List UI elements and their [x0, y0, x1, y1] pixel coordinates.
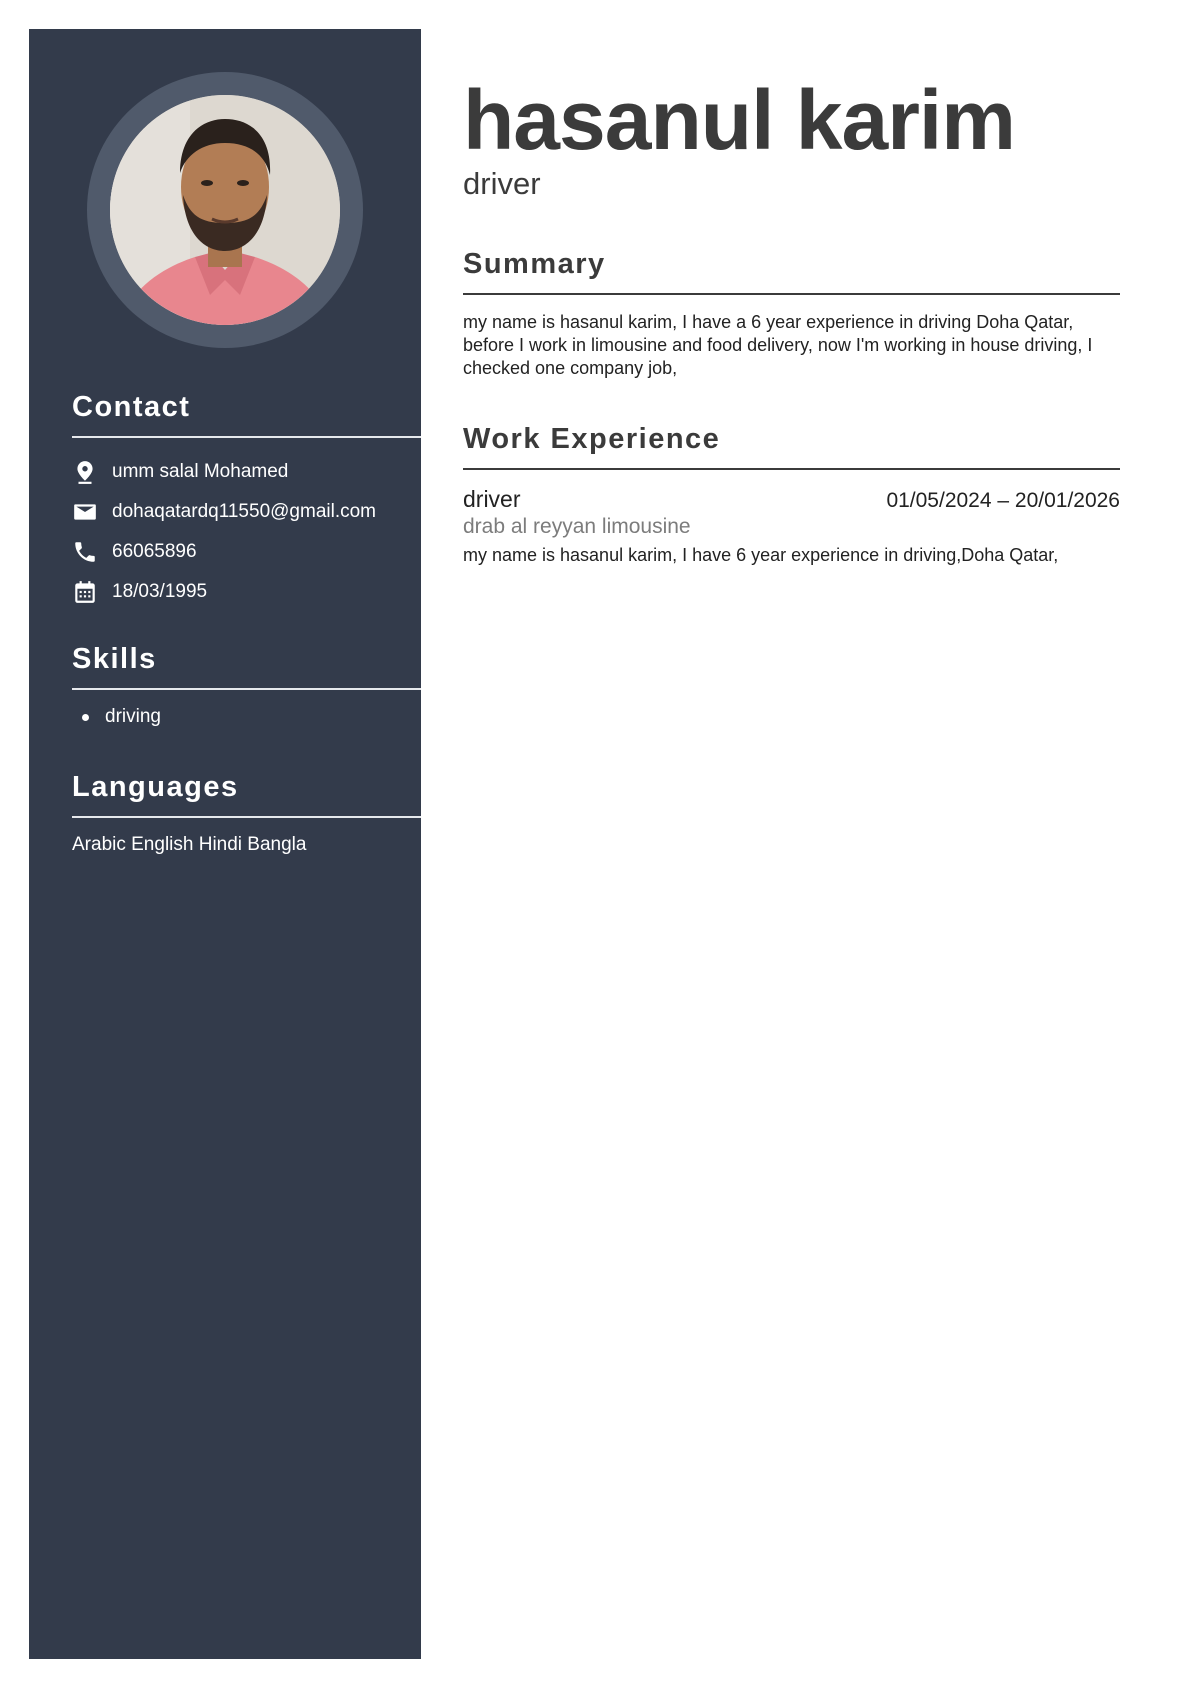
contact-birthdate-text: 18/03/1995 [112, 581, 208, 602]
contact-phone-text: 66065896 [112, 541, 197, 562]
languages-text: Arabic English Hindi Bangla [72, 834, 307, 855]
profile-photo [110, 95, 340, 325]
contact-birthdate [72, 572, 421, 612]
sidebar [29, 29, 421, 1659]
skills-list [72, 706, 421, 728]
location-pin-icon [72, 459, 98, 485]
contact-phone [72, 532, 421, 572]
experience-description: my name is hasanul karim, I have 6 year experience in driving,Doha Qatar, [463, 545, 1059, 565]
skill-text: driving [105, 706, 161, 727]
contact-email-text: dohaqatardq11550@gmail.com [112, 501, 376, 522]
experience-header-row [463, 486, 1120, 513]
summary-text: my name is hasanul karim, I have a 6 year experience in driving Doha Qatar, before I work in limousine and food delivery, now I'm working in house driving, I checked one company job, [463, 312, 1093, 378]
bullet-icon [82, 714, 89, 721]
contact-section [72, 391, 421, 612]
phone-icon [72, 539, 98, 565]
work-experience-section [463, 423, 1120, 566]
skill-item [82, 706, 421, 728]
languages-heading: Languages [72, 771, 421, 818]
skills-section [72, 643, 421, 728]
profile-photo-frame [87, 72, 363, 348]
contact-heading: Contact [72, 391, 421, 438]
contact-address-text: umm salal Mohamed [112, 461, 289, 482]
summary-heading: Summary [463, 248, 1120, 295]
skills-heading: Skills [72, 643, 421, 690]
languages-section [72, 771, 421, 856]
work-experience-heading: Work Experience [463, 423, 1120, 470]
full-name: hasanul karim [463, 73, 1015, 167]
summary-section [463, 248, 1120, 380]
experience-title: driver [463, 486, 521, 512]
contact-address [72, 452, 421, 492]
experience-company: drab al reyyan limousine [463, 515, 691, 538]
experience-dates: 01/05/2024 – 20/01/2026 [886, 489, 1120, 512]
envelope-icon [72, 499, 98, 525]
experience-entry [463, 486, 1120, 566]
portrait-image [110, 95, 340, 325]
contact-email [72, 492, 421, 532]
job-title: driver [463, 166, 541, 201]
contact-list [72, 452, 421, 612]
calendar-icon [72, 579, 98, 605]
